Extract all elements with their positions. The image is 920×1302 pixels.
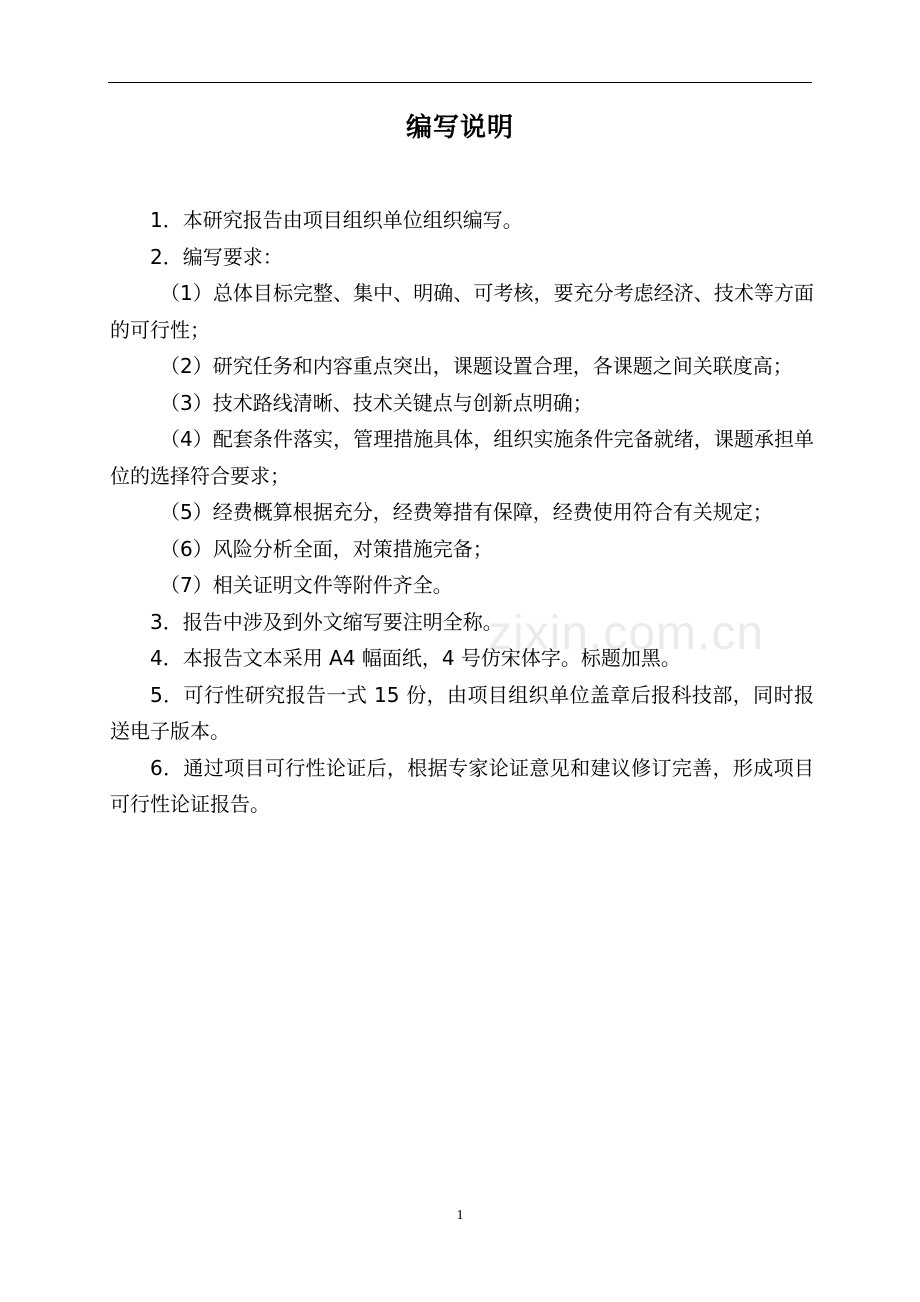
requirement-3: （3）技术路线清晰、技术关键点与创新点明确； <box>160 390 593 415</box>
requirement-6: （6）风险分析全面，对策措施完备； <box>160 536 493 561</box>
paragraph-2: 2．编写要求： <box>150 244 283 269</box>
document-body <box>110 202 814 823</box>
paragraph-4: 4．本报告文本采用 A4 幅面纸，4 号仿宋体字。标题加黑。 <box>150 646 681 670</box>
watermark: zixin.com.cn <box>488 607 765 660</box>
header-rule <box>108 82 812 83</box>
page-number: 1 <box>456 1208 464 1223</box>
paragraph-5: 5．可行性研究报告一式 15 份，由项目组织单位盖章后报科技部，同时报送电子版本。 <box>110 682 814 743</box>
requirement-5: （5）经费概算根据充分，经费筹措有保障，经费使用符合有关规定； <box>160 500 773 524</box>
requirement-2: （2）研究任务和内容重点突出，课题设置合理，各课题之间关联度高； <box>160 354 793 378</box>
paragraph-6: 6．通过项目可行性论证后，根据专家论证意见和建议修订完善，形成项目可行性论证报告。 <box>110 755 814 816</box>
paragraph-1: 1．本研究报告由项目组织单位组织编写。 <box>150 208 523 232</box>
requirement-7: （7）相关证明文件等附件齐全。 <box>160 573 453 597</box>
paragraph-3: 3．报告中涉及到外文缩写要注明全称。 <box>150 609 503 634</box>
requirement-1: （1）总体目标完整、集中、明确、可考核，要充分考虑经济、技术等方面的可行性； <box>110 281 814 342</box>
requirement-4: （4）配套条件落实，管理措施具体，组织实施条件完备就绪，课题承担单位的选择符合要求； <box>110 427 814 488</box>
document-title: 编写说明 <box>405 113 514 143</box>
